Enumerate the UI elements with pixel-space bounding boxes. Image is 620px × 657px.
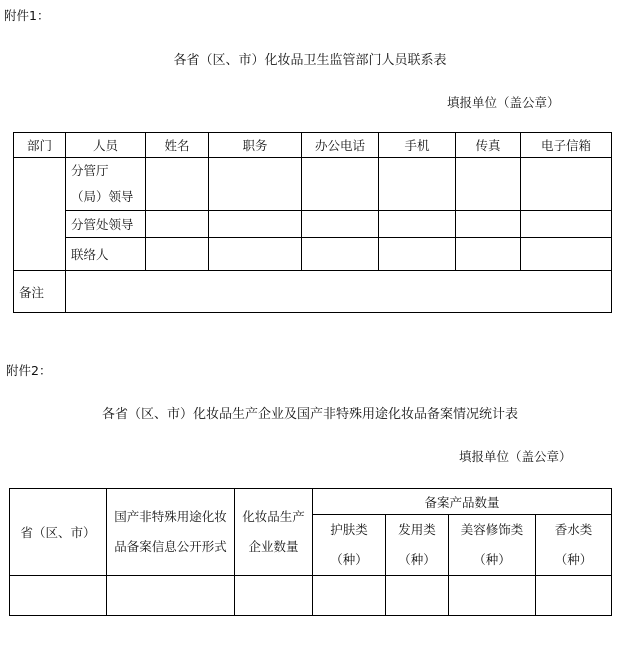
table-cell[interactable]: [379, 238, 456, 271]
table-cell[interactable]: [146, 238, 209, 271]
table-cell[interactable]: [107, 576, 235, 616]
header-mobile: 手机: [379, 133, 456, 158]
table-cell[interactable]: [456, 238, 521, 271]
table-cell[interactable]: [456, 211, 521, 238]
table-cell[interactable]: [235, 576, 313, 616]
table-cell[interactable]: [209, 211, 302, 238]
department-cell[interactable]: [14, 158, 66, 271]
table-cell[interactable]: [313, 576, 386, 616]
header-perfume-line2: （种）: [554, 552, 593, 567]
table-cell[interactable]: [386, 576, 449, 616]
header-perfume: [536, 515, 612, 576]
header-makeup-line1: 美容修饰类: [460, 522, 524, 537]
row-label-leader-line2: （局）领导: [71, 189, 134, 204]
row-label-leader: [66, 158, 146, 211]
table-cell[interactable]: [521, 211, 612, 238]
header-office-phone: 办公电话: [302, 133, 379, 158]
attachment2-label: 附件2：: [6, 363, 52, 378]
header-skincare: [313, 515, 386, 576]
table-cell[interactable]: [146, 211, 209, 238]
header-haircare: [386, 515, 449, 576]
attachment1-label: 附件1：: [4, 8, 50, 23]
header-skincare-line2: （种）: [330, 552, 368, 567]
row-label-leader-line1: 分管厅: [71, 163, 109, 178]
header-disclosure-line2: 品备案信息公开形式: [114, 539, 227, 554]
table-cell[interactable]: [146, 158, 209, 211]
table-cell[interactable]: [209, 238, 302, 271]
header-position: 职务: [209, 133, 302, 158]
row-label-division-leader: 分管处领导: [66, 211, 146, 238]
contact-table: [13, 132, 612, 313]
header-haircare-line2: （种）: [398, 552, 436, 567]
row-label-liaison: 联络人: [66, 238, 146, 271]
header-disclosure: [107, 489, 235, 576]
table-cell[interactable]: [302, 158, 379, 211]
header-fax: 传真: [456, 133, 521, 158]
header-enterprise-line1: 化妆品生产: [242, 509, 305, 524]
table-cell[interactable]: [521, 238, 612, 271]
remark-cell[interactable]: [66, 271, 612, 313]
table-cell[interactable]: [10, 576, 107, 616]
header-personnel: 人员: [66, 133, 146, 158]
header-makeup-line2: （种）: [473, 552, 511, 567]
header-perfume-line1: 香水类: [554, 522, 593, 537]
header-skincare-line1: 护肤类: [330, 522, 368, 537]
header-enterprise-line2: 企业数量: [248, 539, 299, 554]
table-cell[interactable]: [379, 158, 456, 211]
table-cell[interactable]: [379, 211, 456, 238]
table-cell[interactable]: [536, 576, 612, 616]
statistics-table: [9, 488, 612, 616]
table-cell[interactable]: [302, 211, 379, 238]
header-product-count: 备案产品数量: [313, 489, 612, 515]
table-cell[interactable]: [449, 576, 536, 616]
header-haircare-line1: 发用类: [398, 522, 436, 537]
attachment2-filler: 填报单位（盖公章）: [459, 449, 572, 464]
header-makeup: [449, 515, 536, 576]
header-disclosure-line1: 国产非特殊用途化妆: [114, 509, 227, 524]
attachment1-title: 各省（区、市）化妆品卫生监管部门人员联系表: [173, 53, 447, 68]
attachment1-filler: 填报单位（盖公章）: [447, 95, 560, 110]
attachment2-title: 各省（区、市）化妆品生产企业及国产非特殊用途化妆品备案情况统计表: [101, 407, 518, 422]
header-email: 电子信箱: [521, 133, 612, 158]
remark-label: 备注: [14, 271, 66, 313]
table-cell[interactable]: [302, 238, 379, 271]
table-cell[interactable]: [456, 158, 521, 211]
header-province: 省（区、市）: [10, 489, 107, 576]
header-enterprise: [235, 489, 313, 576]
table-cell[interactable]: [209, 158, 302, 211]
header-department: 部门: [14, 133, 66, 158]
table-cell[interactable]: [521, 158, 612, 211]
header-name: 姓名: [146, 133, 209, 158]
